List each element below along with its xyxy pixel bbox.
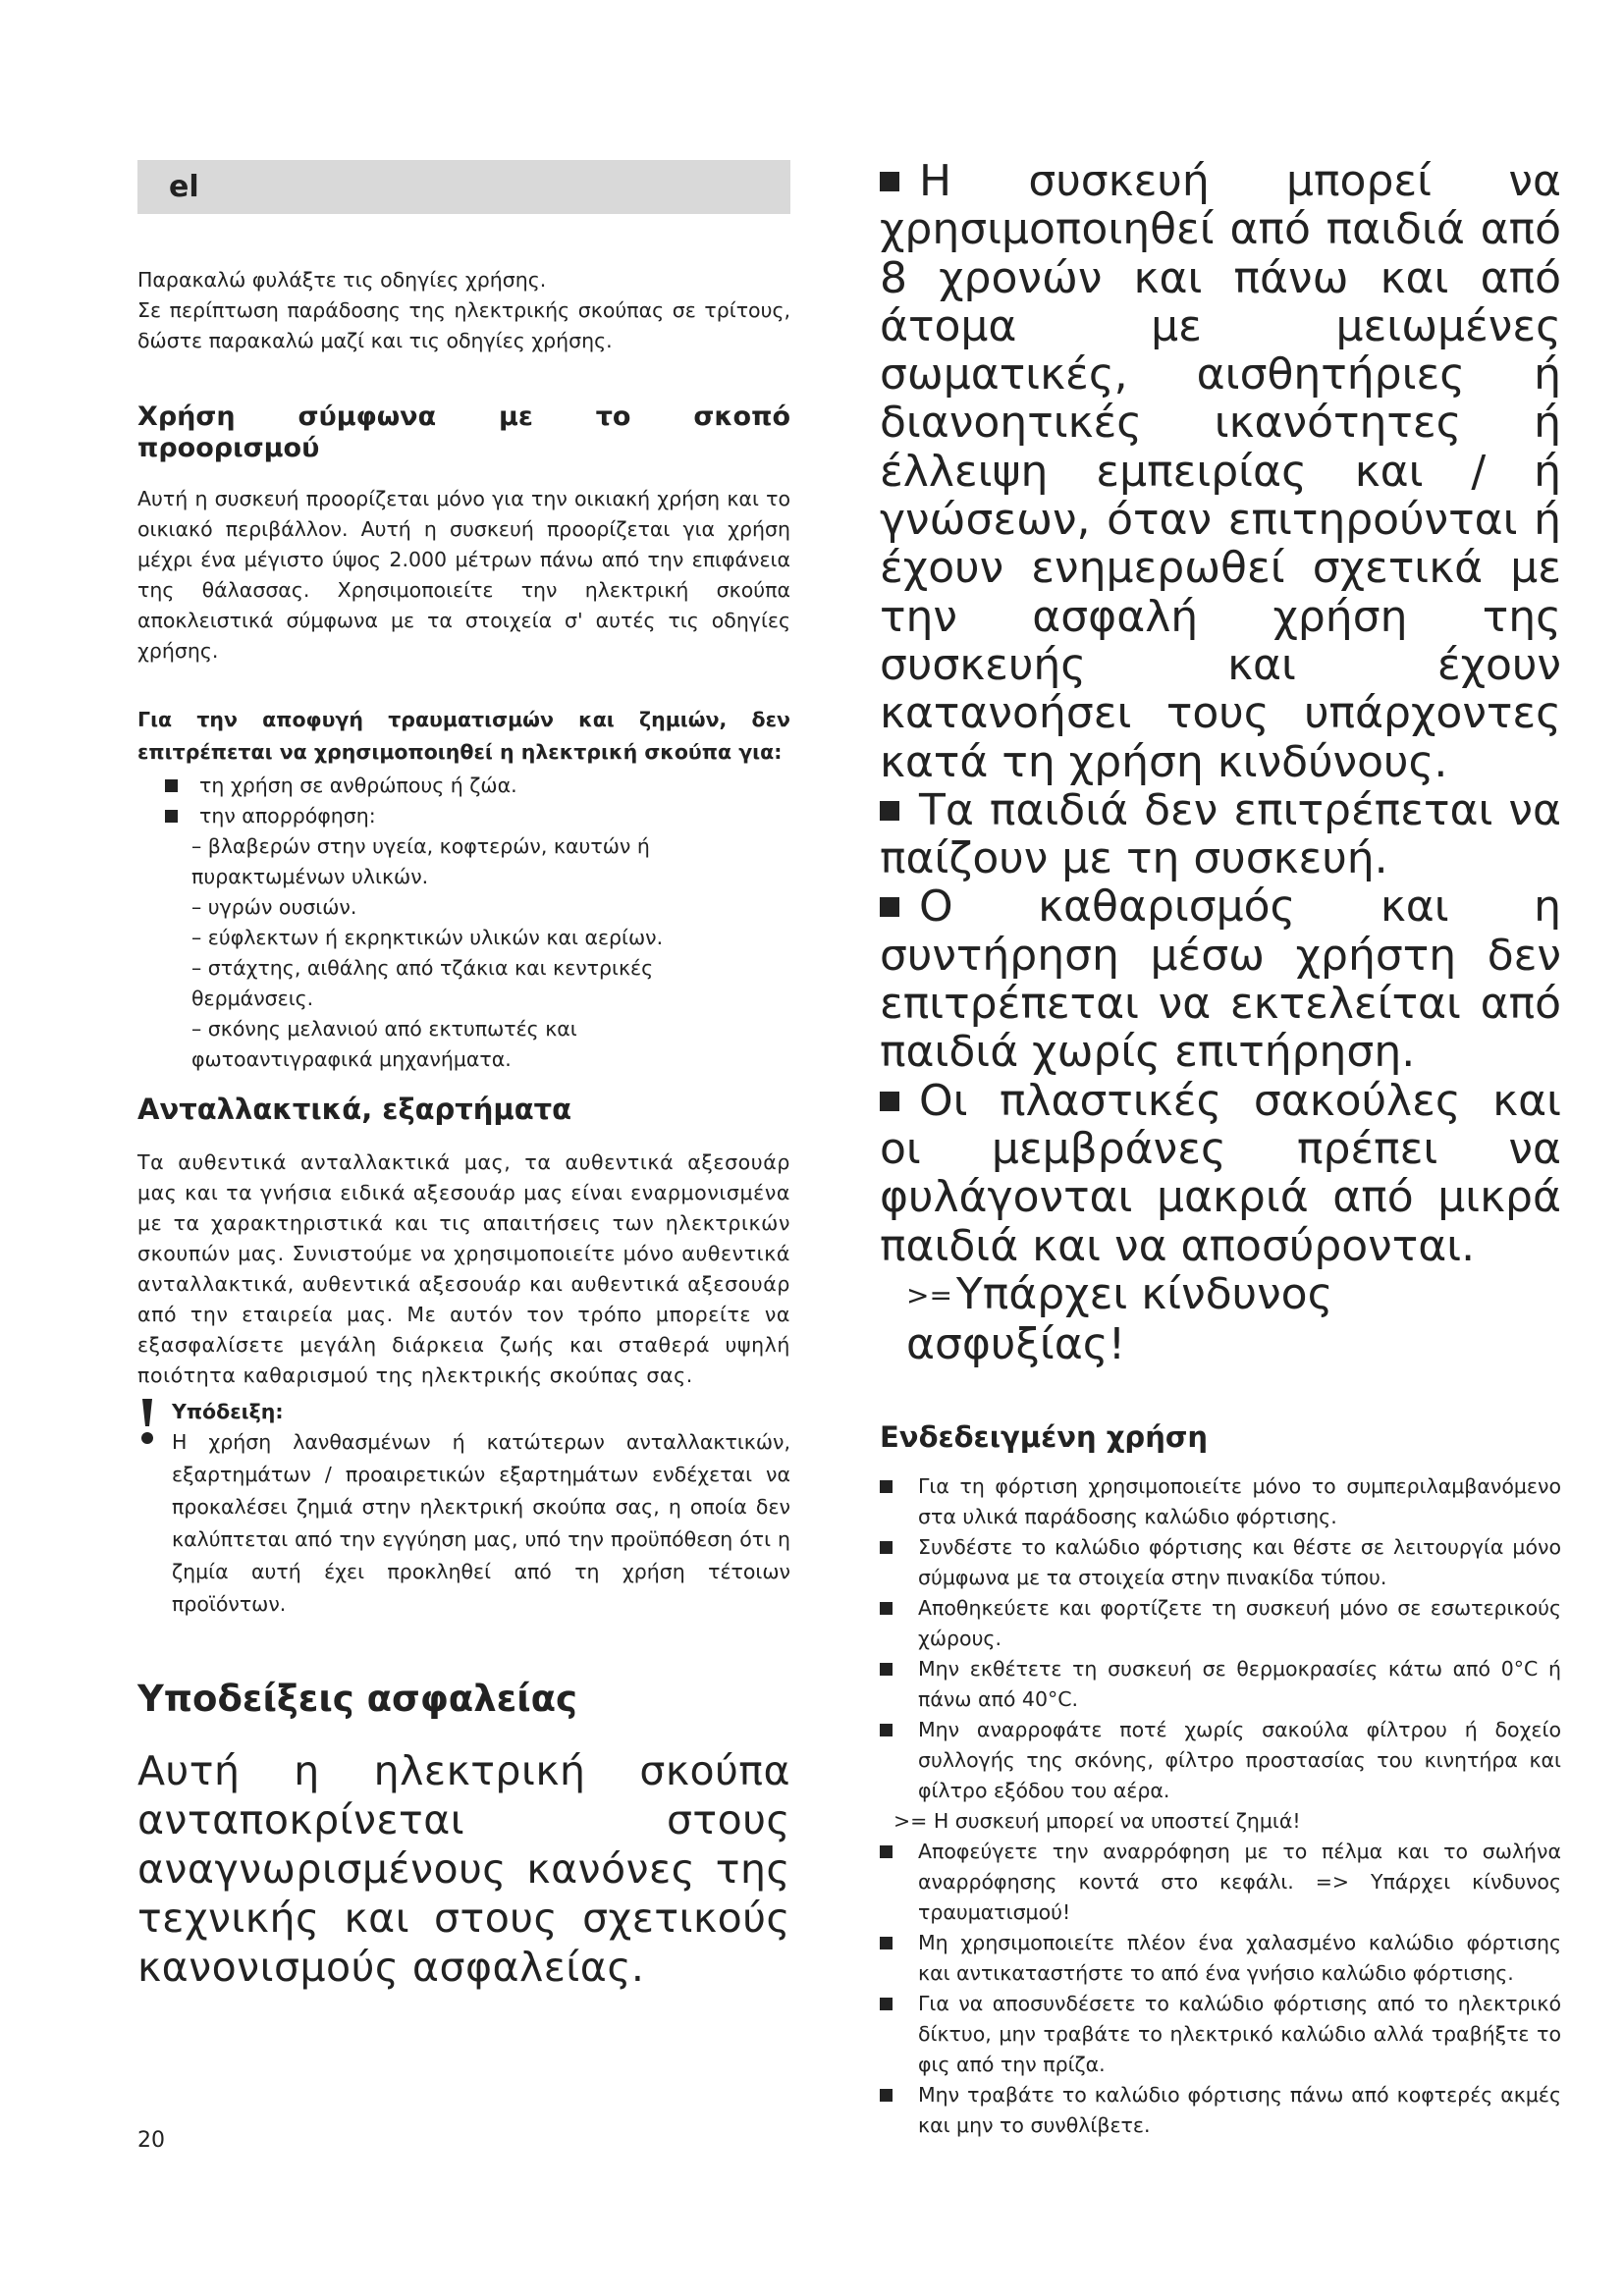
list-item: Για τη φόρτιση χρησιμοποιείτε μόνο το συμπεριλαμβανόμενο στα υλικά παράδοσης καλώδιο φόρτισης. [880, 1471, 1561, 1532]
left-column [137, 160, 790, 1992]
square-bullet-icon [880, 1724, 893, 1736]
language-header-bar [137, 160, 790, 214]
note-title: Υπόδειξη: [172, 1400, 284, 1423]
sub-item: θερμάνσεις. [191, 987, 314, 1010]
sub-item: πυρακτωμένων υλικών. [191, 865, 429, 888]
list-item: Για να αποσυνδέσετε το καλώδιο φόρτισης από το ηλεκτρικό δίκτυο, μην τραβάτε το ηλεκτρικό καλώδιο αλλά τραβήξτε το φις από την πρίζα. [880, 1989, 1561, 2080]
sub-item: – στάχτης, αιθάλης από τζάκια και κεντρικές [191, 956, 654, 980]
prevention-title: Για την αποφυγή τραυματισμών και ζημιών, δεν επιτρέπεται να χρησιμοποιηθεί η ηλεκτρική σκούπα για: [137, 708, 790, 764]
intended-use-title: Χρήση σύμφωνα με το σκοπό [137, 401, 790, 432]
arrow-icon: >= [906, 1278, 952, 1311]
list-item: τη χρήση σε ανθρώπους ή ζώα. [137, 771, 790, 801]
language-code: el [169, 170, 199, 204]
list-item: Αποθηκεύετε και φορτίζετε τη συσκευή μόνο σε εσωτερικούς χώρους. [880, 1593, 1561, 1654]
spare-parts-body: Τα αυθεντικά ανταλλακτικά μας, τα αυθεντικά αξεσουάρ μας και τα γνήσια ειδικά αξεσουάρ μας είναι εναρμονισμένα με τα χαρακτηριστικά και τις απαιτήσεις των ηλεκτρικών σκουπών μας. Συνιστούμε να χρησιμοποιείτε μόνο αυθεντικά ανταλλακτικά, αυθεντικά αξεσουάρ και αυθεντικά αξεσουάρ από την εταιρεία μας. Με αυτόν τον τρόπο μπορείτε να εξασφαλίσετε μεγάλη διάρκεια ζωής και σταθερά υψηλή ποιότητα καθαρισμού της ηλεκτρικής σκούπας σας. [137, 1150, 790, 1387]
square-bullet-icon [880, 1541, 893, 1554]
list-item: Μην αναρροφάτε ποτέ χωρίς σακούλα φίλτρου ή δοχείο συλλογής της σκόνης, φίλτρο προστασίας του κινητήρα και φίλτρο εξόδου του αέρα. [880, 1715, 1561, 1806]
square-bullet-icon [880, 1998, 893, 2010]
intended-use-body: Αυτή η συσκευή προορίζεται μόνο για την οικιακή χρήση και το οικιακό περιβάλλον. Αυτή η συσκευή προορίζεται για χρήση μέχρι ένα μέγιστο ύψος 2.000 μέτρων πάνω από την επιφάνεια της θάλασσας. Χρησιμοποιείτε την ηλεκτρική σκούπα αποκλειστικά σύμφωνα με τα στοιχεία σ' αυτές τις οδηγίες χρήσης. [137, 487, 790, 663]
list-item: την απορρόφηση: [137, 801, 790, 831]
warning-children-use: Η συσκευή μπορεί να χρησιμοποιηθεί από παιδιά από 8 χρονών και πάνω και από άτομα με μειωμένες σωματικές, αισθητήριες ή διανοητικές ικανότητες ή έλλειψη εμπειρίας και / ή γνώσεων, όταν επιτηρούνται ή έχουν ενημερωθεί σχετικά με την ασφαλή χρήση της συσκευής και έχουν κατανοήσει τους υπάρχοντες κατά τη χρήση κινδύνους. [880, 156, 1561, 787]
warning-children-play: Τα παιδιά δεν επιτρέπεται να παίζουν με τη συσκευή. [880, 784, 1561, 884]
page-number: 20 [137, 2128, 165, 2153]
sub-item: – βλαβερών στην υγεία, κοφτερών, καυτών ή [191, 834, 650, 858]
square-bullet-icon [880, 1845, 893, 1858]
square-bullet-icon [880, 1937, 893, 1949]
square-bullet-icon [880, 897, 899, 917]
proper-use-title: Ενδεδειγμένη χρήση [880, 1419, 1209, 1454]
square-bullet-icon [165, 779, 178, 792]
square-bullet-icon [880, 801, 899, 821]
intended-use-title-2: προορισμού [137, 433, 320, 463]
note-block [137, 1397, 790, 1621]
sub-item: – σκόνης μελανιού από εκτυπωτές και [191, 1017, 577, 1041]
note-body: Η χρήση λανθασμένων ή κατώτερων ανταλλακτικών, εξαρτημάτων / προαιρετικών εξαρτημάτων ενδέχεται να προκαλέσει ζημιά στην ηλεκτρική σκούπα σας, η οποία δεν καλύπτεται από την εγγύηση μας, υπό την προϋπόθεση ότι η ζημία αυτή έχει προκληθεί από τη χρήση τέτοιων προϊόντων. [172, 1430, 790, 1616]
list-item: Μην εκθέτετε τη συσκευή σε θερμοκρασίες κάτω από 0°C ή πάνω από 40°C. [880, 1654, 1561, 1715]
list-item: Μη χρησιμοποιείτε πλέον ένα χαλασμένο καλώδιο φόρτισης και αντικαταστήστε το από ένα γνήσιο καλώδιο φόρτισης. [880, 1928, 1561, 1989]
square-bullet-icon [165, 810, 178, 823]
exclamation-icon [137, 1397, 157, 1446]
suffocation-warning: >=Υπάρχει κίνδυνος ασφυξίας! [906, 1268, 1333, 1369]
square-bullet-icon [880, 1663, 893, 1676]
safety-body: Αυτή η ηλεκτρική σκούπα ανταποκρίνεται στους αναγνωρισμένους κανόνες της τεχνικής και στους σχετικούς κανονισμούς ασφαλείας. [137, 1747, 790, 1991]
warning-plastic-bags: Οι πλαστικές σακούλες και οι μεμβράνες πρέπει να φυλάγονται μακριά από μικρά παιδιά και να αποσύρονται. [880, 1075, 1561, 1271]
square-bullet-icon [880, 1092, 899, 1111]
intro-line-2: Σε περίπτωση παράδοσης της ηλεκτρικής σκούπας σε τρίτους, δώστε παρακαλώ μαζί και τις οδηγίες χρήσης. [137, 298, 790, 352]
sub-item: – εύφλεκτων ή εκρηκτικών υλικών και αερίων. [191, 926, 664, 949]
warning-cleaning: Ο καθαρισμός και η συντήρηση μέσω χρήστη δεν επιτρέπεται να εκτελείται από παιδιά χωρίς επιτήρηση. [880, 881, 1561, 1078]
square-bullet-icon [880, 1602, 893, 1615]
square-bullet-icon [880, 2089, 893, 2102]
intro-line-1: Παρακαλώ φυλάξτε τις οδηγίες χρήσης. [137, 268, 547, 292]
right-column [880, 157, 1561, 2141]
square-bullet-icon [880, 1480, 893, 1493]
sub-item: – υγρών ουσιών. [191, 895, 357, 919]
damage-warning: >= Η συσκευή μπορεί να υποστεί ζημιά! [893, 1808, 1301, 1833]
square-bullet-icon [880, 172, 899, 191]
sub-item: φωτοαντιγραφικά μηχανήματα. [191, 1047, 512, 1071]
safety-title: Υποδείξεις ασφαλείας [137, 1678, 577, 1720]
list-item: Συνδέστε το καλώδιο φόρτισης και θέστε σε λειτουργία μόνο σύμφωνα με τα στοιχεία στην πινακίδα τύπου. [880, 1532, 1561, 1593]
list-item: Μην τραβάτε το καλώδιο φόρτισης πάνω από κοφτερές ακμές και μην το συνθλίβετε. [880, 2080, 1561, 2141]
list-item: Αποφεύγετε την αναρρόφηση με το πέλμα και το σωλήνα αναρρόφησης κοντά στο κεφάλι. => Υπάρχει κίνδυνος τραυματισμού! [880, 1837, 1561, 1928]
spare-parts-title: Ανταλλακτικά, εξαρτήματα [137, 1093, 572, 1126]
